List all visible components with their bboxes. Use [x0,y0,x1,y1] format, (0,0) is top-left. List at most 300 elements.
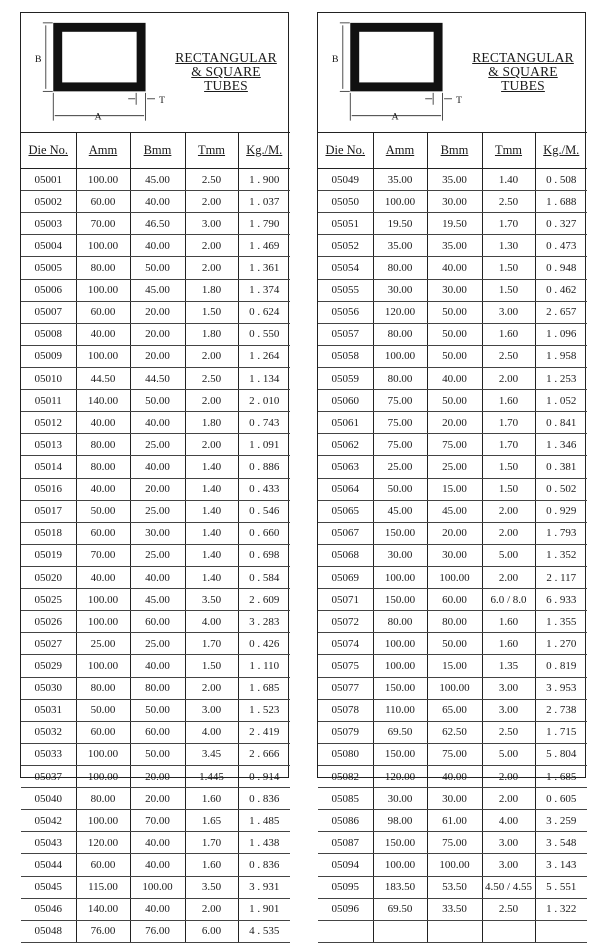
die-number-cell: 05067 [318,522,373,544]
a-mm-cell: 80.00 [76,677,130,699]
kg-per-m-cell: 2 . 666 [238,743,290,765]
t-mm-cell: 1.40 [482,169,535,191]
t-mm-cell: 4.50 / 4.55 [482,876,535,898]
b-mm-cell: 50.00 [427,633,482,655]
table-row [21,854,290,876]
a-mm-cell: 76.00 [76,920,130,942]
t-mm-cell: 2.00 [482,500,535,522]
die-number-cell: 05037 [21,765,76,787]
die-number-cell: 05075 [318,655,373,677]
dim-label-b: B [331,54,339,66]
table-row [21,345,290,367]
a-mm-cell: 150.00 [373,589,427,611]
b-mm-cell: 20.00 [130,345,185,367]
header-label: Tmm [494,143,523,157]
kg-per-m-cell: 0 . 508 [535,169,587,191]
a-mm-cell: 100.00 [76,611,130,633]
header-label: Bmm [440,143,469,157]
a-mm-cell: 100.00 [76,345,130,367]
b-mm-cell: 40.00 [130,191,185,213]
table-row [21,301,290,323]
a-mm-cell: 100.00 [76,655,130,677]
b-mm-cell: 40.00 [427,367,482,389]
table-row [318,191,587,213]
t-mm-cell: 1.80 [185,279,238,301]
right-table-panel [317,12,586,916]
a-mm-cell: 25.00 [76,633,130,655]
kg-per-m-cell: 0 . 462 [535,279,587,301]
section-title [468,51,578,93]
table-row [21,788,290,810]
a-mm-cell: 30.00 [373,788,427,810]
header-die-no [21,133,76,169]
die-number-cell: 05062 [318,434,373,456]
a-mm-cell: 100.00 [373,633,427,655]
kg-per-m-cell: 0 . 584 [238,566,290,588]
a-mm-cell: 25.00 [373,456,427,478]
t-mm-cell: 1.40 [185,456,238,478]
a-mm-cell: 100.00 [373,655,427,677]
die-number-cell: 05032 [21,721,76,743]
kg-per-m-cell: 0 . 660 [238,522,290,544]
kg-per-m-cell: 2 . 117 [535,566,587,588]
table-row [318,544,587,566]
b-mm-cell: 80.00 [427,611,482,633]
t-mm-cell: 1.40 [185,478,238,500]
t-mm-cell: 1.40 [185,522,238,544]
table-row [21,721,290,743]
t-mm-cell: 1.60 [482,611,535,633]
kg-per-m-cell [535,920,587,942]
a-mm-cell: 75.00 [373,434,427,456]
die-number-cell: 05003 [21,213,76,235]
die-number-cell: 05013 [21,434,76,456]
t-mm-cell: 2.50 [482,898,535,920]
t-mm-cell: 2.00 [185,257,238,279]
t-mm-cell: 1.50 [185,655,238,677]
die-number-cell: 05016 [21,478,76,500]
a-mm-cell: 60.00 [76,301,130,323]
tube-section-shape [355,27,438,87]
b-mm-cell: 20.00 [130,323,185,345]
kg-per-m-cell: 1 . 901 [238,898,290,920]
table-row [21,191,290,213]
table-row [318,213,587,235]
b-mm-cell: 50.00 [427,301,482,323]
a-mm-cell: 120.00 [373,765,427,787]
t-mm-cell: 2.50 [482,721,535,743]
a-mm-cell: 115.00 [76,876,130,898]
kg-per-m-cell: 1 . 322 [535,898,587,920]
title-line: TUBES [501,78,545,93]
table-row [21,434,290,456]
b-mm-cell: 45.00 [130,169,185,191]
kg-per-m-cell: 0 . 836 [238,854,290,876]
b-mm-cell: 40.00 [130,566,185,588]
table-row [318,920,587,942]
kg-per-m-cell: 1 . 688 [535,191,587,213]
a-mm-cell: 70.00 [76,213,130,235]
a-mm-cell: 70.00 [76,544,130,566]
kg-per-m-cell: 3 . 259 [535,810,587,832]
kg-per-m-cell: 6 . 933 [535,589,587,611]
a-mm-cell: 80.00 [76,788,130,810]
die-number-cell: 05055 [318,279,373,301]
table-row [318,765,587,787]
die-number-cell: 05077 [318,677,373,699]
die-number-cell: 05064 [318,478,373,500]
die-number-cell: 05080 [318,743,373,765]
a-mm-cell: 60.00 [76,721,130,743]
header-label: Kg./M. [246,143,283,157]
a-mm-cell: 140.00 [76,898,130,920]
t-mm-cell: 6.00 [185,920,238,942]
a-mm-cell: 69.50 [373,898,427,920]
die-number-cell: 05040 [21,788,76,810]
b-mm-cell: 25.00 [427,456,482,478]
b-mm-cell: 33.50 [427,898,482,920]
die-number-cell: 05060 [318,390,373,412]
die-number-cell: 05019 [21,544,76,566]
a-mm-cell: 50.00 [373,478,427,500]
table-row [318,898,587,920]
b-mm-cell: 40.00 [130,456,185,478]
kg-per-m-cell: 1 . 091 [238,434,290,456]
die-number-cell: 05063 [318,456,373,478]
t-mm-cell: 2.50 [185,367,238,389]
die-number-cell: 05057 [318,323,373,345]
b-mm-cell: 80.00 [130,677,185,699]
table-row [318,279,587,301]
t-mm-cell: 1.445 [185,765,238,787]
header-a-mm [373,133,427,169]
b-mm-cell: 20.00 [130,301,185,323]
kg-per-m-cell: 3 . 548 [535,832,587,854]
t-mm-cell: 5.00 [482,544,535,566]
kg-per-m-cell: 0 . 743 [238,412,290,434]
kg-per-m-cell: 1 . 685 [238,677,290,699]
kg-per-m-cell: 0 . 929 [535,500,587,522]
kg-per-m-cell: 1 . 052 [535,390,587,412]
a-mm-cell: 120.00 [76,832,130,854]
die-number-cell: 05095 [318,876,373,898]
a-mm-cell: 75.00 [373,390,427,412]
kg-per-m-cell: 3 . 953 [535,677,587,699]
b-mm-cell: 65.00 [427,699,482,721]
t-mm-cell: 2.00 [482,367,535,389]
a-mm-cell: 19.50 [373,213,427,235]
table-row [318,367,587,389]
table-row [21,611,290,633]
t-mm-cell: 1.80 [185,412,238,434]
kg-per-m-cell: 0 . 624 [238,301,290,323]
b-mm-cell: 35.00 [427,169,482,191]
b-mm-cell: 100.00 [427,566,482,588]
table-row [21,323,290,345]
kg-per-m-cell: 0 . 836 [238,788,290,810]
b-mm-cell: 40.00 [427,765,482,787]
b-mm-cell: 60.00 [427,589,482,611]
t-mm-cell: 3.50 [185,876,238,898]
a-mm-cell: 80.00 [76,456,130,478]
t-mm-cell: 1.50 [185,301,238,323]
header-label: Amm [88,143,118,157]
b-mm-cell: 40.00 [130,898,185,920]
table-row [21,279,290,301]
header-die-no [318,133,373,169]
kg-per-m-cell: 0 . 886 [238,456,290,478]
kg-per-m-cell: 0 . 381 [535,456,587,478]
dim-label-t: T [158,94,166,106]
kg-per-m-cell: 0 . 502 [535,478,587,500]
t-mm-cell: 2.00 [185,345,238,367]
table-row [21,566,290,588]
dim-label-a: A [94,111,102,123]
a-mm-cell: 80.00 [76,257,130,279]
table-row [318,854,587,876]
b-mm-cell: 30.00 [427,788,482,810]
header-label: Bmm [143,143,172,157]
die-number-cell: 05096 [318,898,373,920]
die-number-cell: 05042 [21,810,76,832]
t-mm-cell: 1.35 [482,655,535,677]
t-mm-cell: 2.00 [185,898,238,920]
kg-per-m-cell: 1 . 715 [535,721,587,743]
a-mm-cell: 100.00 [76,169,130,191]
die-number-cell: 05008 [21,323,76,345]
kg-per-m-cell: 0 . 605 [535,788,587,810]
table-row [318,721,587,743]
die-number-cell: 05071 [318,589,373,611]
table-row [318,478,587,500]
table-row [21,898,290,920]
table-row [318,257,587,279]
table-row [318,323,587,345]
a-mm-cell: 40.00 [76,566,130,588]
b-mm-cell: 15.00 [427,478,482,500]
header-label: Tmm [197,143,226,157]
t-mm-cell: 1.50 [482,257,535,279]
dim-label-a: A [391,111,399,123]
die-number-cell: 05048 [21,920,76,942]
table-row [318,235,587,257]
t-mm-cell: 3.00 [185,213,238,235]
b-mm-cell: 50.00 [130,743,185,765]
dim-label-b: B [34,54,42,66]
b-mm-cell: 46.50 [130,213,185,235]
kg-per-m-cell: 0 . 426 [238,633,290,655]
kg-per-m-cell: 1 . 110 [238,655,290,677]
kg-per-m-cell: 1 . 374 [238,279,290,301]
table-row [318,301,587,323]
title-line: RECTANGULAR [175,50,277,65]
a-mm-cell: 110.00 [373,699,427,721]
die-number-cell: 05061 [318,412,373,434]
t-mm-cell: 1.60 [482,323,535,345]
die-number-cell: 05020 [21,566,76,588]
die-number-cell: 05012 [21,412,76,434]
table-row [21,544,290,566]
b-mm-cell [427,920,482,942]
die-number-cell: 05044 [21,854,76,876]
die-number-cell: 05056 [318,301,373,323]
kg-per-m-cell: 1 . 361 [238,257,290,279]
b-mm-cell: 53.50 [427,876,482,898]
die-number-cell: 05026 [21,611,76,633]
b-mm-cell: 30.00 [427,279,482,301]
table-row [318,677,587,699]
b-mm-cell: 50.00 [130,699,185,721]
die-number-cell: 05050 [318,191,373,213]
t-mm-cell: 1.50 [482,478,535,500]
t-mm-cell: 1.70 [482,434,535,456]
kg-per-m-cell: 1 . 685 [535,765,587,787]
section-title [171,51,281,93]
header-b-mm [427,133,482,169]
b-mm-cell: 19.50 [427,213,482,235]
b-mm-cell: 62.50 [427,721,482,743]
die-number-cell: 05029 [21,655,76,677]
die-number-cell: 05051 [318,213,373,235]
t-mm-cell: 2.00 [185,235,238,257]
kg-per-m-cell: 0 . 473 [535,235,587,257]
a-mm-cell: 150.00 [373,832,427,854]
t-mm-cell: 3.00 [482,699,535,721]
die-number-cell: 05017 [21,500,76,522]
a-mm-cell: 100.00 [373,191,427,213]
header-label: Die No. [325,143,366,157]
a-mm-cell: 100.00 [373,345,427,367]
t-mm-cell: 1.30 [482,235,535,257]
t-mm-cell: 1.65 [185,810,238,832]
t-mm-cell: 6.0 / 8.0 [482,589,535,611]
b-mm-cell: 60.00 [130,611,185,633]
a-mm-cell: 150.00 [373,743,427,765]
table-row [21,876,290,898]
table-row [21,920,290,942]
header-kg-per-m [535,133,587,169]
b-mm-cell: 30.00 [130,522,185,544]
table-row [21,500,290,522]
dimensions-table [21,132,290,943]
table-row [21,257,290,279]
die-number-cell: 05006 [21,279,76,301]
a-mm-cell: 100.00 [76,589,130,611]
die-number-cell: 05030 [21,677,76,699]
kg-per-m-cell: 1 . 900 [238,169,290,191]
kg-per-m-cell: 2 . 609 [238,589,290,611]
kg-per-m-cell: 1 . 352 [535,544,587,566]
table-row [21,478,290,500]
kg-per-m-cell: 1 . 037 [238,191,290,213]
b-mm-cell: 100.00 [130,876,185,898]
t-mm-cell: 3.00 [185,699,238,721]
die-number-cell: 05059 [318,367,373,389]
a-mm-cell: 140.00 [76,390,130,412]
a-mm-cell: 40.00 [76,478,130,500]
die-number-cell: 05014 [21,456,76,478]
a-mm-cell: 80.00 [373,611,427,633]
dim-label-t: T [455,94,463,106]
a-mm-cell: 120.00 [373,301,427,323]
die-number-cell: 05087 [318,832,373,854]
t-mm-cell: 1.70 [185,832,238,854]
b-mm-cell: 25.00 [130,544,185,566]
t-mm-cell: 3.00 [482,832,535,854]
kg-per-m-cell: 1 . 793 [535,522,587,544]
kg-per-m-cell: 3 . 143 [535,854,587,876]
a-mm-cell: 45.00 [373,500,427,522]
a-mm-cell: 80.00 [373,367,427,389]
table-row [318,810,587,832]
a-mm-cell: 75.00 [373,412,427,434]
b-mm-cell: 50.00 [427,390,482,412]
b-mm-cell: 30.00 [427,191,482,213]
t-mm-cell: 1.60 [482,633,535,655]
table-row [21,589,290,611]
table-row [21,765,290,787]
header-t-mm [482,133,535,169]
t-mm-cell: 1.40 [185,566,238,588]
a-mm-cell: 80.00 [76,434,130,456]
b-mm-cell: 100.00 [427,854,482,876]
a-mm-cell: 60.00 [76,854,130,876]
kg-per-m-cell: 4 . 535 [238,920,290,942]
table-row [318,500,587,522]
a-mm-cell: 40.00 [76,412,130,434]
header-label: Amm [385,143,415,157]
table-row [318,699,587,721]
b-mm-cell: 61.00 [427,810,482,832]
header-label: Kg./M. [543,143,580,157]
t-mm-cell: 2.00 [185,191,238,213]
table-row [318,788,587,810]
die-number-cell: 05078 [318,699,373,721]
die-number-cell: 05079 [318,721,373,743]
b-mm-cell: 76.00 [130,920,185,942]
b-mm-cell: 30.00 [427,544,482,566]
kg-per-m-cell: 1 . 485 [238,810,290,832]
b-mm-cell: 40.00 [130,655,185,677]
die-number-cell: 05001 [21,169,76,191]
table-row [318,390,587,412]
table-row [21,677,290,699]
b-mm-cell: 40.00 [427,257,482,279]
a-mm-cell: 100.00 [76,765,130,787]
kg-per-m-cell: 0 . 819 [535,655,587,677]
kg-per-m-cell: 1 . 264 [238,345,290,367]
table-header-row [318,133,587,169]
kg-per-m-cell: 0 . 698 [238,544,290,566]
b-mm-cell: 25.00 [130,434,185,456]
kg-per-m-cell: 5 . 551 [535,876,587,898]
table-row [21,655,290,677]
kg-per-m-cell: 1 . 096 [535,323,587,345]
b-mm-cell: 20.00 [427,522,482,544]
t-mm-cell: 2.00 [185,434,238,456]
kg-per-m-cell: 0 . 841 [535,412,587,434]
b-mm-cell: 44.50 [130,367,185,389]
a-mm-cell: 98.00 [373,810,427,832]
t-mm-cell: 2.50 [482,191,535,213]
table-row [318,655,587,677]
kg-per-m-cell: 3 . 931 [238,876,290,898]
table-row [318,169,587,191]
die-number-cell: 05031 [21,699,76,721]
table-row [318,589,587,611]
table-row [318,633,587,655]
table-row [318,412,587,434]
